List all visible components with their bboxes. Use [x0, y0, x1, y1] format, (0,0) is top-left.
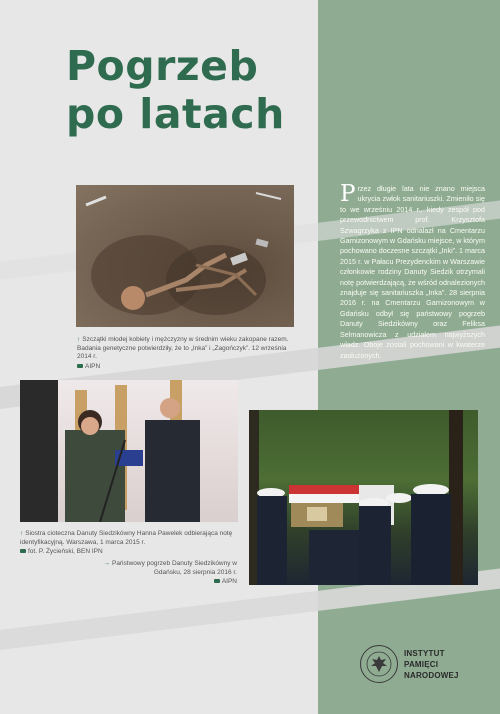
arrow-right-icon: → [103, 560, 110, 567]
camera-icon [77, 364, 83, 368]
ceremony-photo [20, 380, 238, 522]
ceremony-caption [20, 530, 240, 557]
eagle-emblem-icon [360, 645, 398, 683]
title-line-2: po latach [66, 90, 285, 138]
article-text [340, 181, 486, 361]
article-body: rzez długie lata nie znano miejsca ukrycia zwłok sanitariuszki. Zmieniło się to we wrześniu 2014 r., kiedy zespół pod przewodnictwem prof. Krzysztofa Szwagrzyka z IPN odnalazł na Cmentarzu Garnizonowym w Gdańsku miejsce, w którym pochowano doczesne szczątki „Inki”. 1 marca 2015 r. w Pałacu Prezydenckim w Warszawie członkowie rodziny Danuty Siedzik otrzymali notę potwierdzającą, że wśród odnalezionych znajduje się sanitariuszka „Inka”. 28 sierpnia 2016 r. na Cmentarzu Garnizonowym w Gdańsku odbył się państwowy pogrzeb Danuty Siedzikówny oraz Feliksa Selmanowicza z udziałem najwyższych władz. Oboje zostali pochowani w kwaterze zasłużonych. [340, 184, 486, 360]
funeral-credit-text: AIPN [221, 578, 237, 585]
logo-line-2: PAMIĘCI [404, 660, 439, 669]
ceremony-credit-text: fot. P. Życieński, BEN IPN [28, 548, 103, 555]
camera-icon [214, 579, 220, 583]
arrow-up-icon: ↑ [20, 530, 24, 537]
excavation-photo [76, 185, 294, 327]
funeral-caption-text: Państwowy pogrzeb Danuty Siedzikówny w Gdańsku, 28 sierpnia 2016 r. [111, 560, 237, 576]
page-title [66, 42, 285, 138]
ceremony-illustration [20, 380, 238, 522]
logo-line-3: NARODOWEJ [404, 671, 459, 680]
ceremony-credit [20, 548, 240, 557]
drop-cap: P [340, 181, 356, 207]
camera-icon [20, 549, 26, 553]
title-line-1: Pogrzeb [66, 42, 259, 90]
arrow-up-icon: ↑ [77, 336, 81, 343]
funeral-caption [92, 560, 237, 587]
funeral-photo [249, 410, 478, 585]
funeral-illustration [249, 410, 478, 585]
excavation-credit-text: AIPN [85, 362, 101, 370]
ipn-logo [360, 645, 492, 685]
excavation-credit [77, 363, 297, 372]
excavation-illustration [76, 185, 294, 327]
excavation-caption-text: Szczątki młodej kobiety i mężczyzny w średnim wieku zakopane razem. Badania genetyczne potwierdziły, że to „Inka” i „Zagończyk”. 12 września 2014 r. [77, 336, 289, 360]
ipn-logo-text [404, 648, 459, 681]
excavation-caption [77, 336, 297, 371]
logo-line-1: INSTYTUT [404, 649, 445, 658]
funeral-credit [92, 578, 237, 587]
ceremony-caption-text: Siostra cioteczna Danuty Siedzikówny Hanna Pawelek odbierająca notę identyfikacyjną. Warszawa, 1 marca 2015 r. [20, 530, 233, 546]
